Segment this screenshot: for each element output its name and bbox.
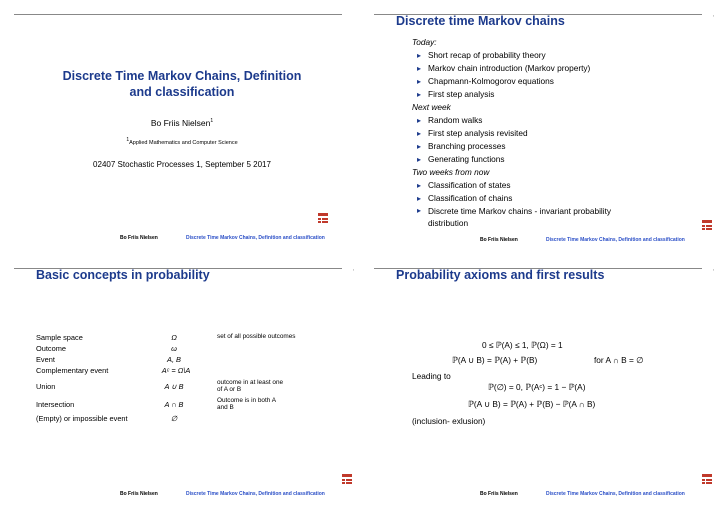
slide-title: Discrete time Markov chains [396, 14, 565, 28]
concept-desc: set of all possible outcomes [217, 333, 296, 340]
list-item: ▸ Short recap of probability theory [412, 49, 712, 62]
dtu-logo-icon [702, 474, 712, 487]
list-item: ▸ Markov chain introduction (Markov property) [412, 62, 712, 75]
page-number: , [352, 266, 354, 272]
concept-name: Union [36, 382, 56, 391]
dtu-logo-icon [702, 220, 712, 233]
slide-title: Probability axioms and first results [396, 268, 605, 282]
concept-name: Outcome [36, 344, 66, 353]
concept-symbol: ∅ [170, 414, 178, 423]
concept-symbol: Ω [171, 333, 177, 342]
empty-set-equation: ℙ(∅) = 0, ℙ(Aᶜ) = 1 − ℙ(A) [488, 382, 586, 392]
footer-title: Discrete Time Markov Chains, Definition and classification [186, 491, 325, 497]
footer-title: Discrete Time Markov Chains, Definition and classification [546, 237, 685, 243]
slide-overview [366, 4, 718, 249]
slide-footer [6, 491, 358, 499]
title-line-2: and classification [129, 85, 235, 99]
presentation-title [6, 68, 358, 100]
next-week-header: Next week [412, 102, 451, 112]
slide-title [6, 4, 358, 249]
footer-title: Discrete Time Markov Chains, Definition and classification [546, 491, 685, 497]
agenda-list [412, 36, 712, 229]
top-rule [14, 14, 342, 15]
two-weeks-header: Two weeks from now [412, 167, 490, 177]
dtu-logo-icon [342, 474, 352, 487]
footer-author: Bo Friis Nielsen [120, 235, 158, 241]
concept-name: (Empty) or impossible event [36, 414, 128, 423]
list-item: ▸ Branching processes [412, 140, 712, 153]
slide-probability-axioms [366, 258, 718, 503]
author-text: Bo Friis Nielsen [150, 118, 211, 128]
list-item: ▸ Discrete time Markov chains - invariant probability distribution [412, 205, 638, 229]
course-info: 02407 Stochastic Processes 1, September 5 2017 [93, 160, 271, 169]
concept-symbol: A ∪ B [164, 382, 184, 391]
list-item: ▸ Chapmann-Kolmogorov equations [412, 75, 712, 88]
concept-desc: Outcome is in both A and B [217, 397, 276, 411]
concept-desc: outcome in at least one of A or B [217, 379, 284, 393]
additivity-condition: for A ∩ B = ∅ [594, 355, 644, 365]
footer-author: Bo Friis Nielsen [120, 491, 158, 497]
page-number: , [712, 266, 714, 272]
slide-footer [6, 235, 358, 243]
slide-footer [366, 237, 718, 245]
footer-author: Bo Friis Nielsen [480, 237, 518, 243]
list-item: ▸ Classification of states [412, 179, 712, 192]
author-sup: 1 [210, 118, 214, 125]
concept-symbol: A ∩ B [164, 400, 184, 409]
list-item: ▸ Random walks [412, 114, 712, 127]
leading-to-label: Leading to [412, 371, 451, 381]
footer-title: Discrete Time Markov Chains, Definition and classification [186, 235, 325, 241]
concept-name: Intersection [36, 400, 75, 409]
dtu-logo-icon [318, 213, 328, 226]
list-item: ▸ First step analysis revisited [412, 127, 712, 140]
slide-footer [366, 491, 718, 499]
concept-name: Event [36, 355, 55, 364]
axiom-equation: 0 ≤ ℙ(A) ≤ 1, ℙ(Ω) = 1 [482, 340, 563, 350]
inclusion-exclusion-note: (inclusion- exlusion) [412, 416, 486, 426]
title-line-1: Discrete Time Markov Chains, Definition [62, 69, 302, 83]
footer-author: Bo Friis Nielsen [480, 491, 518, 497]
slide-basic-concepts [6, 258, 358, 503]
concept-symbol: A, B [167, 355, 181, 364]
additivity-equation: ℙ(A ∪ B) = ℙ(A) + ℙ(B) [452, 355, 538, 365]
list-item: ▸ Generating functions [412, 153, 712, 166]
today-header: Today: [412, 37, 437, 47]
list-item: ▸ Classification of chains [412, 192, 712, 205]
inclusion-exclusion-equation: ℙ(A ∪ B) = ℙ(A) + ℙ(B) − ℙ(A ∩ B) [468, 399, 596, 409]
list-item: ▸ First step analysis [412, 88, 712, 101]
concept-name: Complementary event [36, 366, 109, 375]
concept-symbol: ω [171, 344, 177, 353]
concept-symbol: Aᶜ = Ω\A [161, 366, 191, 375]
author-name [6, 118, 358, 128]
page-number: , [712, 12, 714, 18]
concept-name: Sample space [36, 333, 83, 342]
affil-sup: 1 [126, 137, 130, 143]
affiliation-text: Applied Mathematics and Computer Science [129, 139, 238, 146]
slide-title: Basic concepts in probability [36, 268, 210, 282]
affiliation [6, 137, 358, 146]
